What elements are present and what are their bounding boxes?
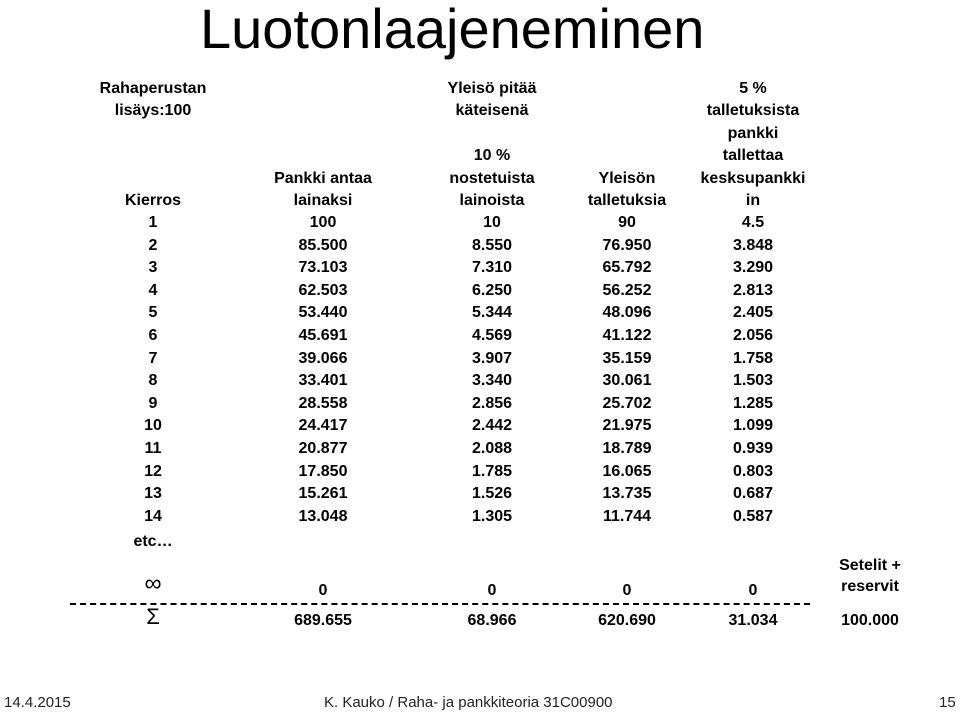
- column-header-5-line: 5 %: [739, 80, 767, 97]
- table-cell: 24.417: [298, 417, 348, 435]
- table-cell: 10: [483, 214, 501, 231]
- column-header-5-line: pankki: [727, 125, 779, 142]
- column-header-1-line: Rahaperustan: [99, 80, 207, 97]
- extra-header-line1: Setelit +: [839, 557, 901, 574]
- table-cell: 25.702: [602, 394, 652, 412]
- table-cell: 30.061: [602, 372, 652, 390]
- infinity-row-cell: 0: [487, 582, 497, 599]
- column-header-1-line: lisäys:100: [114, 102, 192, 119]
- column-header-4-line: Yleisön: [598, 170, 656, 187]
- sum-row-cell: 31.034: [728, 612, 778, 629]
- column-header-5-line: in: [745, 192, 761, 209]
- column-header-3-line: Yleisö pitää: [447, 80, 537, 97]
- column-header-3-line: 10 %: [473, 147, 511, 164]
- table-cell: 3.340: [471, 372, 513, 390]
- table-cell: 0.687: [732, 485, 774, 503]
- table-cell: 90: [618, 214, 636, 231]
- column-header-3-line: nostetuista: [449, 170, 535, 187]
- table-cell: 28.558: [298, 394, 348, 412]
- round-number: 7: [148, 349, 158, 367]
- column-header-5-line: kesksupankki: [700, 170, 806, 187]
- table-cell: 5.344: [471, 304, 513, 322]
- extra-header-line2: reservit: [841, 578, 899, 595]
- column-header-3-line: käteisenä: [455, 102, 529, 119]
- column-header-5-line: tallettaa: [722, 147, 784, 164]
- table-cell: 16.065: [602, 462, 652, 480]
- table-cell: 35.159: [602, 349, 652, 367]
- table-cell: 62.503: [298, 281, 348, 299]
- table-cell: 41.122: [602, 327, 652, 344]
- infinity-row-cell: 0: [318, 582, 328, 599]
- table-cell: 3.290: [732, 259, 774, 277]
- round-number: 5: [148, 304, 158, 322]
- round-number: 8: [148, 372, 158, 390]
- column-header-3-line: lainoista: [459, 192, 525, 209]
- round-number: 11: [144, 440, 162, 457]
- column-header-1-line: Kierros: [124, 192, 182, 209]
- table-cell: 2.856: [471, 394, 513, 412]
- table-cell: 1.526: [471, 485, 513, 503]
- table-cell: 1.285: [732, 394, 774, 412]
- etc-label: etc…: [133, 533, 173, 550]
- table-cell: 2.088: [471, 440, 513, 457]
- page-title: Luotonlaajeneminen: [200, 0, 705, 60]
- table-cell: 2.442: [471, 417, 513, 435]
- column-header-4-line: talletuksia: [587, 192, 667, 209]
- sum-row-cell: 620.690: [598, 612, 656, 629]
- table-cell: 48.096: [602, 304, 652, 322]
- table-cell: 20.877: [298, 440, 348, 457]
- table-cell: 6.250: [471, 281, 513, 299]
- sum-row-cell: 689.655: [294, 612, 352, 629]
- dashed-divider: [70, 603, 810, 605]
- table-cell: 1.758: [732, 349, 774, 367]
- footer-date: 14.4.2015: [4, 694, 71, 711]
- table-cell: 8.550: [471, 236, 513, 254]
- table-cell: 7.310: [471, 259, 513, 277]
- table-cell: 56.252: [602, 281, 652, 299]
- footer-page: 15: [939, 694, 956, 711]
- table-cell: 65.792: [602, 259, 652, 277]
- table-cell: 100: [309, 214, 337, 231]
- table-cell: 2.056: [732, 327, 774, 344]
- table-cell: 85.500: [298, 236, 348, 254]
- table-cell: 3.848: [732, 236, 774, 254]
- table-cell: 1.305: [471, 507, 513, 525]
- round-number: 3: [148, 259, 158, 277]
- infinity-row-cell: 0: [748, 582, 758, 599]
- table-cell: 33.401: [298, 372, 348, 390]
- infinity-row-cell: 0: [622, 582, 632, 599]
- column-header-2-line: Pankki antaa: [274, 170, 372, 187]
- table-cell: 4.5: [741, 214, 765, 231]
- table-cell: 76.950: [602, 236, 652, 254]
- column-header-5-line: talletuksista: [706, 102, 800, 119]
- table-cell: 4.569: [471, 327, 513, 344]
- footer-course: K. Kauko / Raha- ja pankkiteoria 31C00900: [324, 694, 613, 711]
- round-number: 10: [144, 417, 162, 435]
- table-cell: 13.735: [602, 485, 652, 503]
- table-cell: 45.691: [298, 327, 348, 344]
- infinity-symbol: ∞: [144, 570, 162, 597]
- table-cell: 11.744: [602, 507, 652, 525]
- column-header-2-line: lainaksi: [293, 192, 353, 209]
- round-number: 2: [148, 236, 158, 254]
- table-cell: 3.907: [471, 349, 513, 367]
- table-cell: 39.066: [298, 349, 348, 367]
- table-cell: 2.813: [732, 281, 774, 299]
- table-cell: 73.103: [298, 259, 348, 277]
- table-cell: 17.850: [298, 462, 348, 480]
- round-number: 1: [148, 214, 158, 231]
- sigma-symbol: Σ: [146, 604, 160, 629]
- table-cell: 53.440: [298, 304, 348, 322]
- round-number: 14: [144, 507, 162, 525]
- round-number: 4: [148, 281, 158, 299]
- table-cell: 13.048: [298, 507, 348, 525]
- table-cell: 15.261: [298, 485, 348, 503]
- table-cell: 1.099: [732, 417, 774, 435]
- table-cell: 18.789: [602, 440, 652, 457]
- round-number: 13: [144, 485, 162, 503]
- table-cell: 1.503: [732, 372, 774, 390]
- table-cell: 2.405: [732, 304, 774, 322]
- extra-value: 100.000: [841, 612, 899, 629]
- table-cell: 0.803: [732, 462, 774, 480]
- round-number: 6: [148, 327, 158, 344]
- table-cell: 0.939: [732, 440, 774, 457]
- table-cell: 1.785: [471, 462, 513, 480]
- sum-row-cell: 68.966: [467, 612, 517, 629]
- round-number: 12: [144, 462, 162, 480]
- table-cell: 0.587: [732, 507, 774, 525]
- table-cell: 21.975: [602, 417, 652, 435]
- round-number: 9: [148, 394, 158, 412]
